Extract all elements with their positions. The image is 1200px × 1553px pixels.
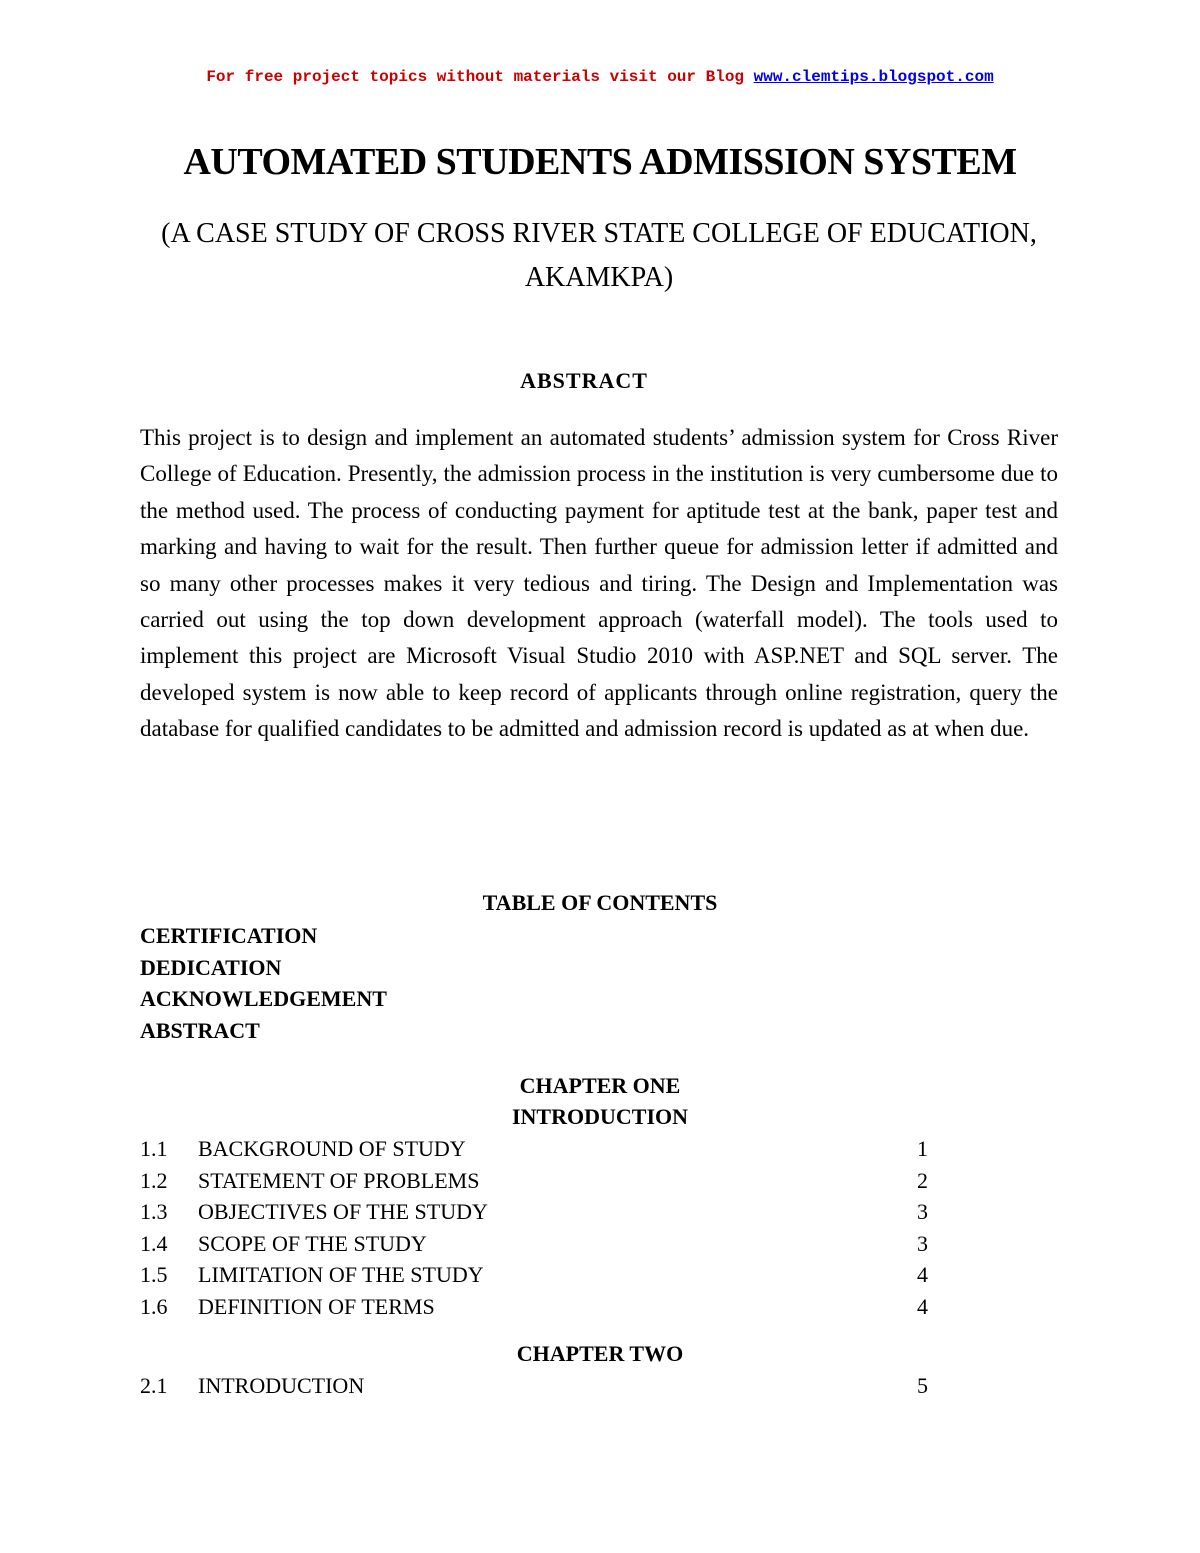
document-subtitle: (A CASE STUDY OF CROSS RIVER STATE COLLEGE OF EDUCATION, AKAMKPA) [161,218,1037,293]
abstract-body: This project is to design and implement an automated students’ admission system for Cross River College of Education. Presently, the admission process in the institution is very cumbersome due to the method used. The process of conducting payment for aptitude test at the bank, paper test and marking and having to wait for the result. Then further queue for admission letter if admitted and so many other processes makes it very tedious and tiring. The Design and Implementation was carried out using the top down development approach (waterfall model). The tools used to implement this project are Microsoft Visual Studio 2010 with ASP.NET and SQL server. The developed system is now able to keep record of applicants through online registration, query the database for qualified candidates to be admitted and admission record is updated as at when due. [140,425,1058,742]
toc-heading: TABLE OF CONTENTS [482,890,718,915]
toc-entry-page: 3 [917,1199,928,1225]
toc-entry-number: 1.1 [140,1136,168,1161]
chapter-one-subheading: INTRODUCTION [511,1104,689,1129]
toc-entry [140,1133,940,1165]
toc-entry-title: SCOPE OF THE STUDY [198,1230,427,1256]
chapter-one-entries [140,1133,940,1323]
toc-entry-title: LIMITATION OF THE STUDY [198,1262,484,1288]
chapter-two-entries [140,1370,940,1402]
toc-entry-page: 3 [917,1230,928,1256]
toc-entry-page: 4 [917,1293,928,1319]
toc-entry-title: DEFINITION OF TERMS [198,1293,435,1319]
toc-entry [140,1165,940,1197]
abstract-heading: ABSTRACT [520,368,648,393]
toc-entry-number: 1.4 [140,1230,168,1256]
toc-entry-title: OBJECTIVES OF THE STUDY [198,1199,488,1225]
chapter-one-heading: CHAPTER ONE [519,1073,681,1098]
toc-entry-number: 1.5 [140,1262,168,1288]
toc-entry-title: BACKGROUND OF STUDY [198,1136,466,1161]
toc-entry [140,1196,940,1228]
toc-front-item: ACKNOWLEDGEMENT [140,986,387,1012]
toc-entry-number: 1.6 [140,1293,168,1319]
document-title: AUTOMATED STUDENTS ADMISSION SYSTEM [183,141,1017,183]
toc-entry [140,1259,940,1291]
toc-front-item: DEDICATION [140,954,282,980]
toc-entry-title: STATEMENT OF PROBLEMS [198,1167,480,1193]
toc-front-item: CERTIFICATION [140,923,318,948]
promo-banner-text: For free project topics without materials visit our Blog [206,68,754,86]
toc-front-matter [140,920,387,1046]
chapter-two-heading: CHAPTER TWO [516,1341,684,1366]
toc-entry-number: 2.1 [140,1373,168,1398]
blog-link[interactable]: www.clemtips.blogspot.com [753,68,994,86]
toc-entry-number: 1.2 [140,1167,168,1193]
toc-entry-page: 2 [917,1167,928,1193]
toc-entry-page: 5 [917,1373,928,1398]
toc-entry [140,1291,940,1323]
toc-entry-page: 4 [917,1262,928,1288]
toc-entry [140,1370,940,1402]
toc-entry-number: 1.3 [140,1199,168,1225]
toc-entry-page: 1 [917,1136,928,1161]
toc-entry-title: INTRODUCTION [198,1373,365,1398]
toc-entry [140,1228,940,1260]
promo-banner [0,68,1200,86]
toc-front-item: ABSTRACT [140,1017,260,1043]
